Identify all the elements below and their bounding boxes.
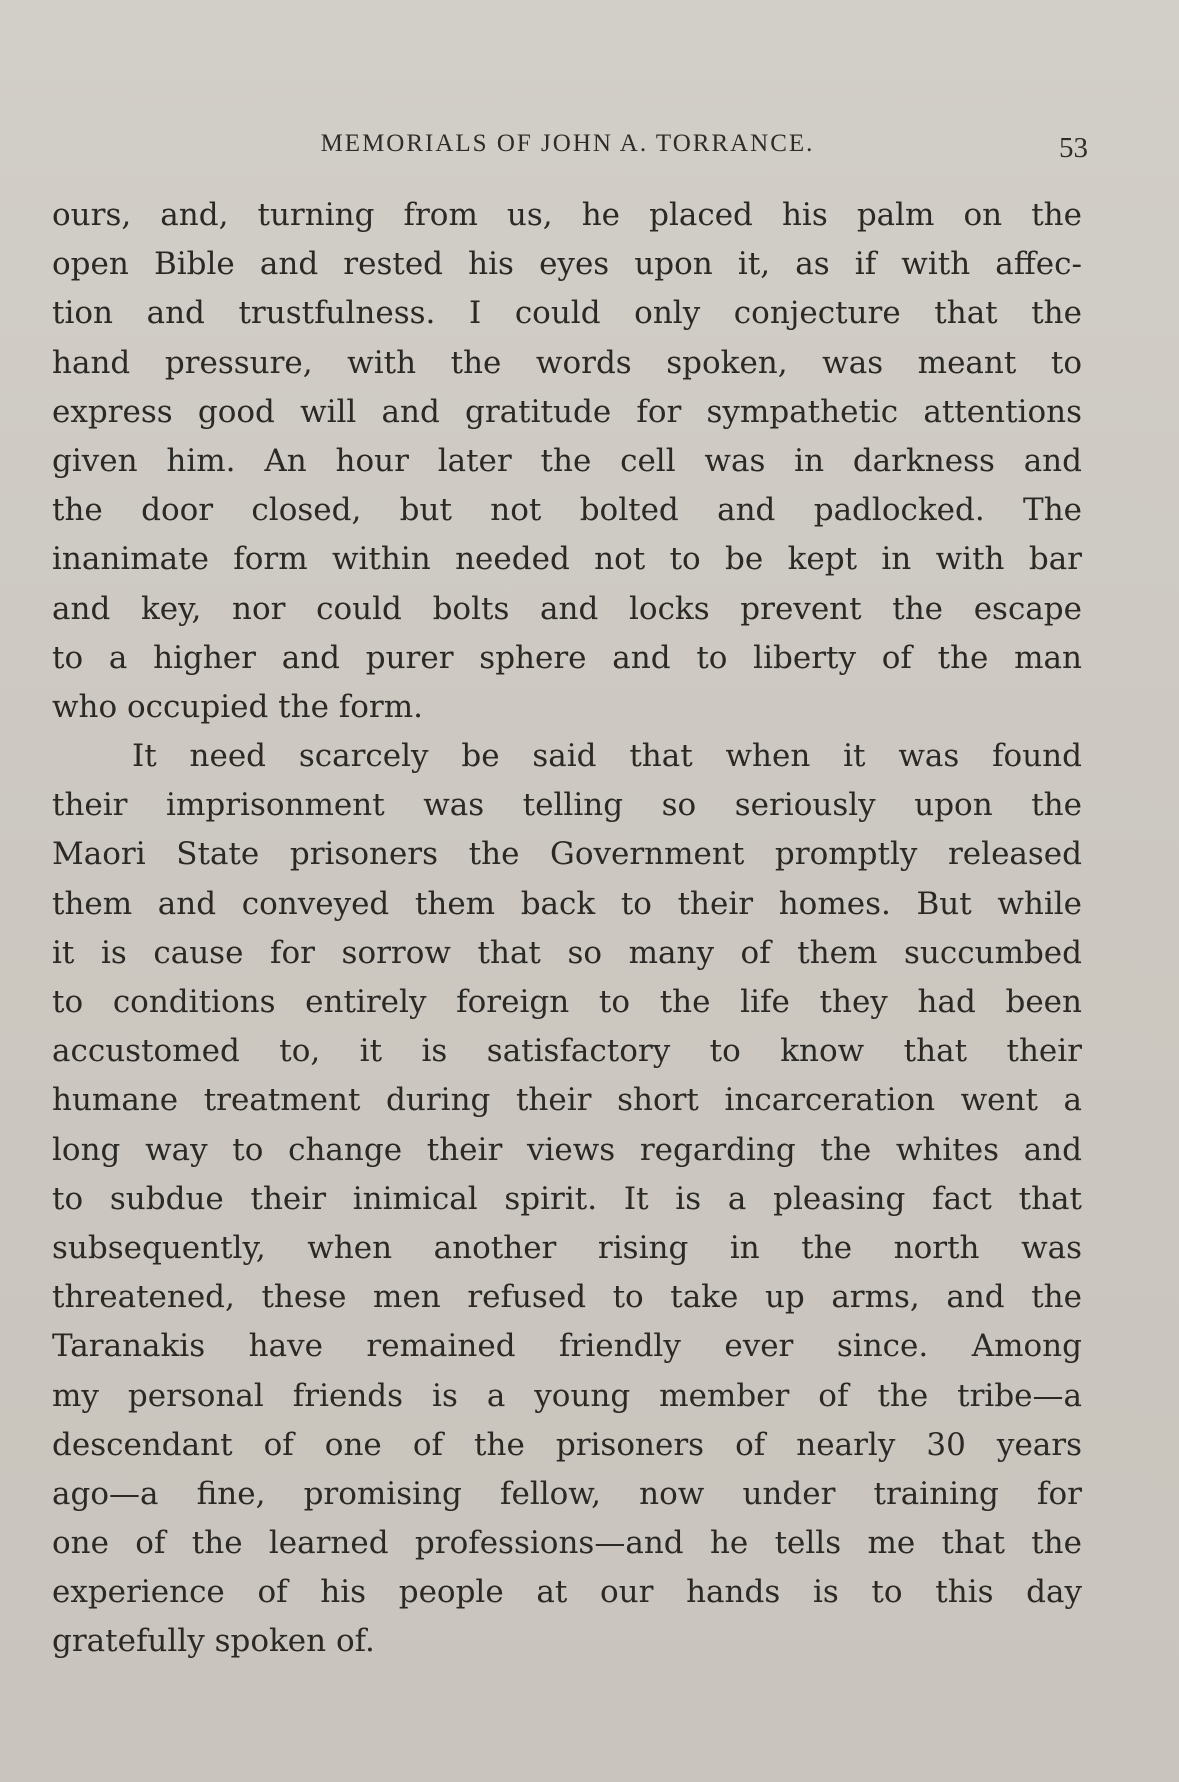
- text-line: accustomed to, it is satisfactory to know that their: [52, 1033, 1082, 1070]
- text-line: my personal friends is a young member of the tribe—a: [52, 1377, 1082, 1414]
- text-line: tion and trustfulness. I could only conjecture that the: [52, 295, 1082, 332]
- paragraph-end-line: gratefully spoken of.: [52, 1623, 375, 1660]
- text-line: to a higher and purer sphere and to liberty of the man: [52, 639, 1082, 676]
- text-line: inanimate form within needed not to be kept in with bar: [52, 541, 1082, 578]
- text-line: them and conveyed them back to their homes. But while: [52, 885, 1082, 922]
- text-line: express good will and gratitude for sympathetic attentions: [52, 393, 1082, 430]
- text-line: it is cause for sorrow that so many of them succumbed: [52, 934, 1082, 971]
- text-line: descendant of one of the prisoners of nearly 30 years: [52, 1426, 1082, 1463]
- text-line: the door closed, but not bolted and padlocked. The: [52, 492, 1082, 529]
- text-line: their imprisonment was telling so seriously upon the: [52, 787, 1082, 824]
- text-line: threatened, these men refused to take up arms, and the: [52, 1279, 1082, 1316]
- text-line: ours, and, turning from us, he placed his palm on the: [52, 197, 1082, 233]
- text-line: hand pressure, with the words spoken, was meant to: [52, 344, 1082, 381]
- text-line: long way to change their views regarding the whites and: [52, 1131, 1082, 1168]
- text-line: open Bible and rested his eyes upon it, as if with affec-: [52, 246, 1082, 283]
- text-line: ago—a fine, promising fellow, now under training for: [52, 1475, 1082, 1512]
- text-line: Maori State prisoners the Government promptly released: [52, 836, 1082, 873]
- text-line: and key, nor could bolts and locks prevent the escape: [52, 590, 1082, 627]
- text-line: given him. An hour later the cell was in darkness and: [52, 442, 1082, 479]
- text-line: to conditions entirely foreign to the life they had been: [52, 984, 1082, 1020]
- paragraph-end-line: who occupied the form.: [52, 688, 424, 725]
- text-line: experience of his people at our hands is to this day: [52, 1574, 1082, 1611]
- body-text: [52, 191, 1082, 1667]
- page-number: 53: [1059, 132, 1088, 164]
- text-line: Taranakis have remained friendly ever since. Among: [52, 1328, 1082, 1365]
- running-head: MEMORIALS OF JOHN A. TORRANCE.: [320, 130, 815, 157]
- paragraph-start-line: It need scarcely be said that when it was found: [132, 738, 1082, 775]
- text-line: subsequently, when another rising in the north was: [52, 1229, 1082, 1266]
- text-line: to subdue their inimical spirit. It is a pleasing fact that: [52, 1180, 1082, 1217]
- text-line: humane treatment during their short incarceration went a: [52, 1082, 1082, 1119]
- text-line: one of the learned professions—and he tells me that the: [52, 1525, 1082, 1562]
